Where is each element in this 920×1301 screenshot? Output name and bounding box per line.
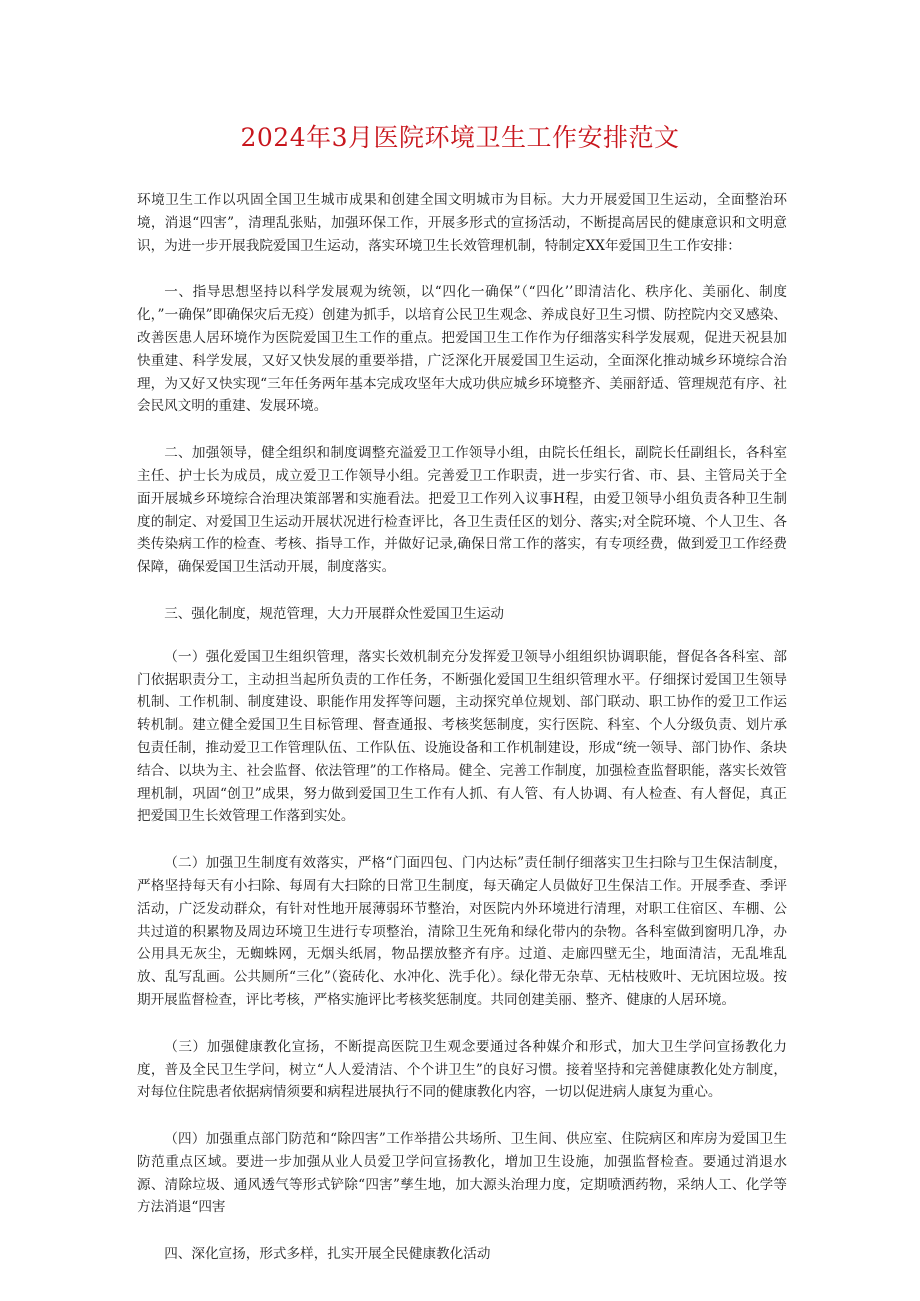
section-3-item-3: （三）加强健康教化宣扬，不断提高医院卫生观念要通过各种媒介和形式，加大卫生学问宣扬教化力度，普及全民卫生学问，树立“人人爱清洁、个个讲卫生”的良好习惯。接着坚持和完善健康教化处方制度，对每位住院患者依据病情须要和病程进展执行不同的健康教化内容，一切以促进病人康复为重心。: [137, 1038, 787, 1101]
page-title: 2024年3月医院环境卫生工作安排范文: [240, 123, 680, 152]
section-2-strengthen-leadership: 二、加强领导，健全组织和制度调整充溢爱卫工作领导小组，由院长任组长，副院长任副组长，各科室主任、护士长为成员，成立爱卫工作领导小组。完善爱卫工作职责，进一步实行省、市、县、主管局关于全面开展城乡环境综合治理决策部署和实施看法。把爱卫工作列入议事H程，由爱卫领导小组负责各种卫生制度的制定、对爱国卫生运动开展状况进行检查评比，各卫生责任区的划分、落实;对全院环境、个人卫生、各类传染病工作的检查、考核、指导工作，并做好记录,确保日常工作的落实，有专项经费，做到爱卫工作经费保障，确保爱国卫生活动开展，制度落实。: [137, 445, 787, 576]
section-3-heading: 三、强化制度，规范管理，大力开展群众性爱国卫生运动: [164, 605, 505, 622]
section-4-heading: 四、深化宣扬，形式多样，扎实开展全民健康教化活动: [164, 1246, 491, 1263]
section-3-item-1: （一）强化爱国卫生组织管理，落实长效机制充分发挥爱卫领导小组组织协调职能，督促各各科室、部门依据职责分工，主动担当起所负责的工作任务，不断强化爱国卫生组织管理水平。仔细探讨爱国卫生领导机制、工作机制、制度建设、职能作用发挥等问题，主动探究单位规划、部门联动、职工协作的爱卫工作运转机制。建立健全爱国卫生目标管理、督查通报、考核奖惩制度，实行医院、科室、个人分级负责、划片承包责任制，推动爱卫工作管理队伍、工作队伍、设施设备和工作机制建设，形成“统一领导、部门协作、条块结合、以块为主、社会监督、依法管理”的工作格局。健全、完善工作制度，加强检查监督职能，落实长效管理机制，巩固“创卫”成果，努力做到爱国卫生工作有人抓、有人管、有人协调、有人检查、有人督促，真正把爱国卫生长效管理工作落到实处。: [137, 648, 787, 825]
section-3-item-2: （二）加强卫生制度有效落实，严格“门面四包、门内达标”责任制仔细落实卫生扫除与卫生保洁制度，严格坚持每天有小扫除、每周有大扫除的日常卫生制度，每天确定人员做好卫生保洁工作。开展季查、季评活动，广泛发动群众，有针对性地开展薄弱环节整治，对医院内外环境进行清理，对职工住宿区、车棚、公共过道的积累物及周边环境卫生进行专项整治，清除卫生死角和绿化带内的杂物。各科室做到窗明几净，办公用具无灰尘，无蜘蛛网，无烟头纸屑，物品摆放整齐有序。过道、走廊四壁无尘，地面清洁，无乱堆乱放、乱写乱画。公共厕所“三化”（瓷砖化、水冲化、洗手化）。绿化带无杂草、无枯枝败叶、无坑困垃圾。按期开展监督检查，评比考核，严格实施评比考核奖惩制度。共同创建美丽、整齐、健康的人居环境。: [137, 855, 787, 1008]
section-3-item-4: （四）加强重点部门防范和“除四害”工作举措公共场所、卫生间、供应室、住院病区和库房为爱国卫生防范重点区域。要进一步加强从业人员爱卫学问宣扬教化，增加卫生设施，加强监督检查。要通过消退水源、清除垃圾、通风透气等形式铲除“四害”孳生地，加大源头治理力度，定期喷洒药物，采纳人工、化学等方法消退“四害: [137, 1131, 787, 1216]
section-1-guiding-ideology: 一、指导思想坚持以科学发展观为统领，以“四化一确保”（“四化’’即清洁化、秩序化、美丽化、制度化，”一确保”即确保灾后无疫）创建为抓手，以培育公民卫生观念、养成良好卫生习惯、防控院内交叉感染、改善医患人居环境作为医院爱国卫生工作的重点。把爱国卫生工作作为仔细落实科学发展观，促进天祝县加快重建、科学发展，又好又快发展的重要举措，广泛深化开展爱国卫生运动，全面深化推动城乡环境综合治理，为又好又快实现“三年任务两年基本完成攻坚年大成功供应城乡环境整齐、美丽舒适、管理规范有序、社会民风文明的重建、发展环境。: [137, 284, 787, 415]
document-body: [137, 189, 787, 1286]
intro-paragraph: 环境卫生工作以巩固全国卫生城市成果和创建全国文明城市为目标。大力开展爱国卫生运动，全面整治环境，消退“四害”，清理乱张贴，加强环保工作，开展多形式的宣扬活动，不断提高居民的健康意识和文明意识，为进一步开展我院爱国卫生运动，落实环境卫生长效管理机制，特制定XX年爱国卫生工作安排：: [137, 192, 787, 254]
